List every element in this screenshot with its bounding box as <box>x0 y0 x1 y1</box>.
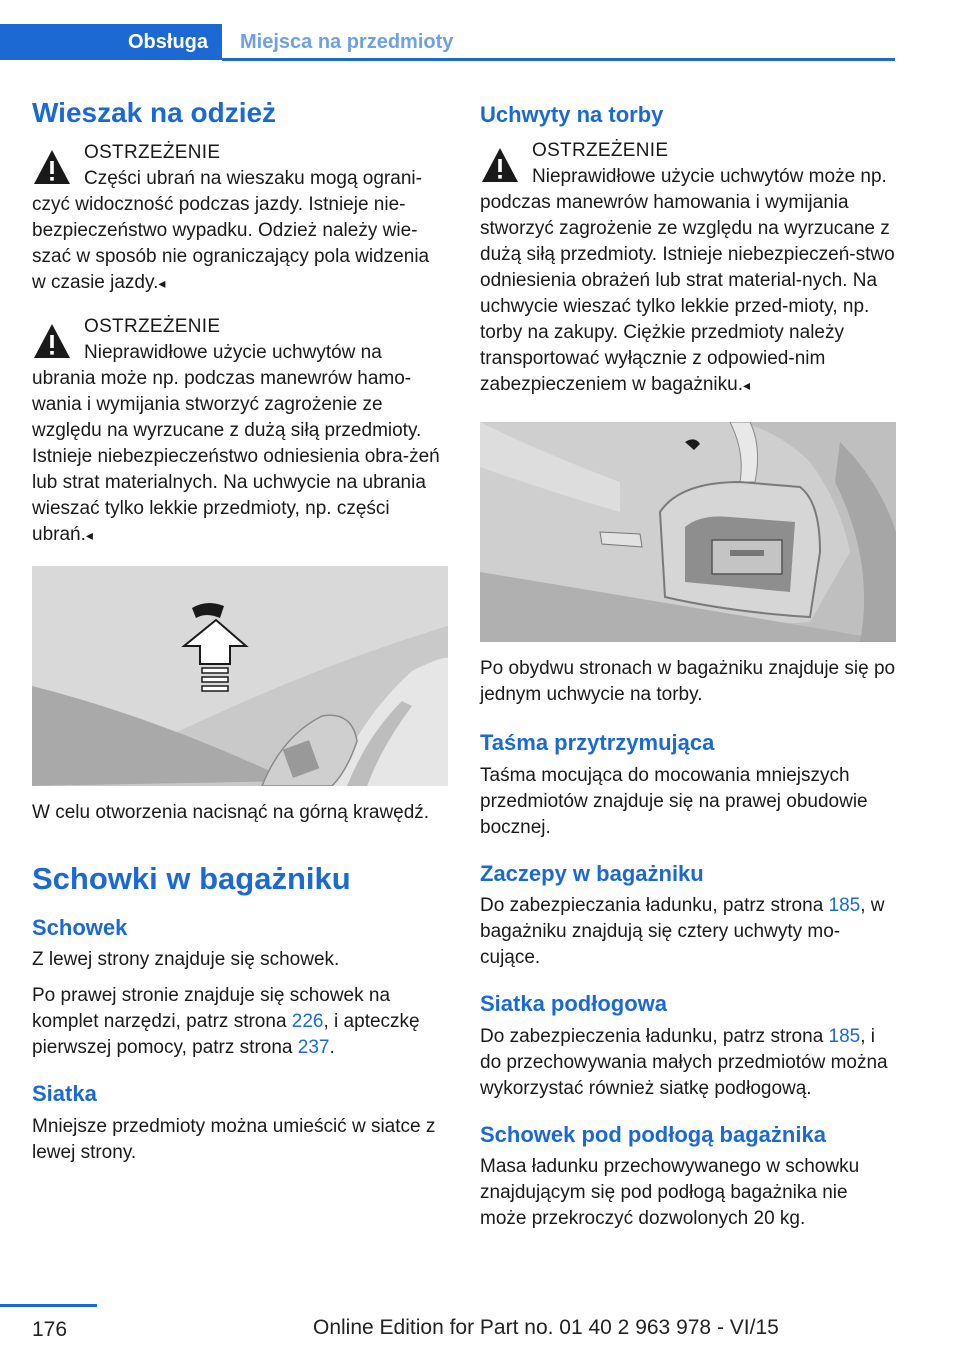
paragraph <box>32 983 448 1061</box>
figure-caption: W celu otworzenia nacisnąć na górną krawędź. <box>32 801 430 823</box>
trunk-illustration <box>480 422 896 642</box>
page-number: 176 <box>32 1318 68 1341</box>
text-run: , i do przechowywania małych przedmiotów można wykorzystać również siatkę podłogową. <box>480 1025 888 1099</box>
paragraph: Mniejsze przedmioty można umieścić w siatce z lewej strony. <box>32 1115 436 1163</box>
warning-label: OSTRZEŻENIE <box>84 315 221 337</box>
paragraph: Taśma mocująca do mocowania mniejszych przedmiotów znajduje się na prawej obudowie bocznej. <box>480 764 868 838</box>
warning-label: OSTRZEŻENIE <box>84 141 221 163</box>
heading-zaczepy: Zaczepy w bagażniku <box>480 860 704 886</box>
text-run: , w bagażniku znajdują się cztery uchwyty mo-cujące. <box>480 895 885 969</box>
subsection-tab-label: Miejsca na przedmioty <box>240 30 454 53</box>
heading-siatka: Siatka <box>32 1081 97 1107</box>
edition-note: Online Edition for Part no. 01 40 2 963 978 - VI/15 <box>313 1316 779 1339</box>
page-link-226[interactable]: 226 <box>291 1011 324 1033</box>
heading-uchwyty: Uchwyty na torby <box>480 102 664 127</box>
text-run: Po prawej stronie znajduje się schowek na komplet narzędzi, patrz strona <box>32 985 391 1033</box>
warning-block-3 <box>480 138 896 398</box>
text-run: . <box>329 1037 335 1059</box>
text-run: Do zabezpieczania ładunku, patrz strona <box>480 895 829 917</box>
left-column <box>32 96 448 1176</box>
page-link-185[interactable]: 185 <box>828 895 861 917</box>
heading-siatka-podlogowa: Siatka podłogowa <box>480 991 668 1017</box>
coat-hook-illustration <box>32 566 448 786</box>
figure-bag-hook <box>480 422 896 642</box>
end-mark: ◂ <box>743 377 751 394</box>
section-tab-obsluga[interactable] <box>0 24 222 60</box>
paragraph <box>480 893 896 971</box>
right-column <box>480 102 896 1242</box>
figure-coat-hook <box>32 566 448 786</box>
heading-tasma: Taśma przytrzymująca <box>480 730 715 756</box>
warning-block-1 <box>32 140 448 296</box>
section-tab-miejsca[interactable] <box>222 24 895 60</box>
warning-triangle-icon <box>32 148 72 186</box>
warning-text: Nieprawidłowe użycie uchwytów na ubrania może np. podczas manewrów hamo-wania i wymijania stworzyć zagrożenie ze względu na wyrzucane z dużą siłą przedmioty. Istnieje niebezpieczeństwo odniesienia obra-żeń lub strat materialnych. Na uchwycie na ubrania wieszać tylko lekkie przedmioty, np. części ubrań. <box>32 341 440 545</box>
heading-schowki: Schowki w bagażniku <box>32 860 351 896</box>
warning-text: Części ubrań na wieszaku mogą ograni-czyć widoczność podczas jazdy. Istnieje nie-bezpieczeństwo wypadku. Odzież należy wie-szać w sposób nie ograniczający pola widzenia w czasie jazdy. <box>32 167 430 293</box>
paragraph: Z lewej strony znajduje się schowek. <box>32 949 340 971</box>
end-mark: ◂ <box>158 274 166 291</box>
text-run: Do zabezpieczenia ładunku, patrz strona <box>480 1025 829 1047</box>
figure-caption: Po obydwu stronach w bagażniku znajduje się po jednym uchwycie na torby. <box>480 658 896 706</box>
page-link-185[interactable]: 185 <box>828 1025 861 1047</box>
section-tab-label: Obsługa <box>127 30 208 53</box>
warning-triangle-icon <box>32 322 72 360</box>
warning-block-2 <box>32 314 448 548</box>
page-link-237[interactable]: 237 <box>297 1037 330 1059</box>
end-mark: ◂ <box>85 526 93 543</box>
warning-triangle-icon <box>480 146 520 184</box>
warning-text: Nieprawidłowe użycie uchwytów może np. podczas manewrów hamowania i wymijania stworzyć zagrożenie ze względu na wyrzucane z dużą siłą przedmioty. Istnieje niebezpieczeń-stwo odniesienia obrażeń lub strat material-nych. Na uchwycie wieszać tylko lekkie przed-mioty, np. torby na zakupy. Ciężkie przedmioty należy transportować wyłącznie z odpowied-nim zabezpieczeniem w bagażniku. <box>480 166 895 396</box>
page-header <box>0 0 895 62</box>
heading-schowek: Schowek <box>32 914 128 940</box>
paragraph: Masa ładunku przechowywanego w schowku znajdującym się pod podłogą bagażnika nie może przekroczyć dozwolonych 20 kg. <box>480 1155 860 1229</box>
header-rule <box>222 58 895 61</box>
heading-wieszak: Wieszak na odzież <box>32 97 277 128</box>
warning-label: OSTRZEŻENIE <box>532 140 669 162</box>
footer-rule <box>0 1304 97 1307</box>
paragraph <box>480 1024 896 1102</box>
heading-schowek-pod-podloga: Schowek pod podłogą bagażnika <box>480 1121 826 1147</box>
text-run: , i apteczkę pierwszej pomocy, patrz strona <box>32 1011 420 1059</box>
